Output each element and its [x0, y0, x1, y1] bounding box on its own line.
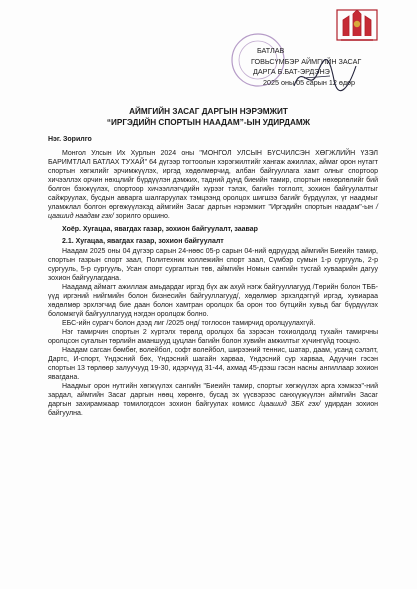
title-line-1: АЙМГИЙН ЗАСАГ ДАРГЫН НЭРЭМЖИТ	[129, 107, 288, 116]
document-body	[48, 136, 378, 419]
approval-official: ДАРГА Б.БАТ-ЭРДЭНЭ	[253, 67, 330, 76]
section-2-paragraph-2: Наадамд аймагт ажиллаж амьдардаг иргэд бүх аж ахуй нэгж байгууллагууд /Төрийн болон ТББ-үүд иргэний нийгмийн болон бизнесийн байгууллагууд/, хөдөлмөр эрхэлдэггүй иргэд, хувиараа хөдөлмөр эрхлэгчид бие даан болон хамтран оролцох ба орон тоо бүтцийн хувьд баг бүрдүүлэх боломжгүй байгууллагууд нэгдэн оролцож болно.	[48, 284, 378, 319]
section-2-p6-italic: /цаашид ЗБК гэх/	[259, 400, 321, 408]
section-2-paragraph-5: Наадам сагсан бөмбөг, волейбол, софт волейбол, ширээний теннис, шатар, даам, усанд сэлэлт, Дартс, И-спорт, Үндэсний бөх, Үндэсний шагайн харваа, Үндэсний сур харваа, Адуучин гэсэн спортын 13 төрлөөр залуучууд 19-30, идэрчүүд 31-44, ахмад 45-дээш гэсэн насны ангиллаар зохион явагдана.	[48, 346, 378, 381]
section-2-paragraph-4: Нэг тамирчин спортын 2 хүртэлх төрөлд оролцох ба зэрэсэн тохиолдолд тухайн тамирчны оролцсон сугалын төрлийн аманшууд цуцлан багийн болон хувийн амжилтыг хүчингүйд тооцно.	[48, 329, 378, 346]
section-1-paragraph	[48, 150, 378, 222]
approval-date: 2025 оны 05 сарын 12 өдөр	[263, 77, 356, 87]
handwritten-signature	[290, 56, 360, 96]
document-title	[0, 107, 417, 128]
state-emblem-icon	[335, 6, 379, 44]
section-1-text-end: зорилго оршино.	[115, 212, 170, 220]
section-2-heading: Хоёр. Хугацаа, явагдах газар, зохион байгуулалт, заавар	[62, 225, 258, 233]
section-1-italic: /цаашид наадам гэх/	[48, 203, 378, 220]
section-1-heading: Нэг. Зорилго	[48, 136, 92, 143]
section-2-paragraph-1: Наадам 2025 оны 04 дүгээр сарын 24-нөөс 05-р сарын 04-ний өдрүүдэд аймгийн Биеийн тамир, спортын газрын спорт заал, Политехник коллежийн спорт заал, Сүмбэр сумын 1-р сургууль, 2-р сургууль, 5-р сургууль, Усан спорт сургалтын төв, аймгийн Номын сангийн тусгай хуваарийн дагуу зохион байгуулагдана.	[48, 248, 378, 283]
title-line-2: “ИРГЭДИЙН СПОРТЫН НААДАМ”-ЫН УДИРДАМЖ	[106, 117, 311, 127]
section-2-p6-text: Наадмыг орон нутгийн хөгжүүлэх сангийн "Биеийн тамир, спортыг хөгжүүлэх арга хэмжээ"-ний зардал, аймгийн Засаг даргын нөөц хөрөнгө, бусад эх үүсвэрээс санхүүжүүлэн аймгийн Засаг даргын захирамжаар томилогдсон зохион байгуулах комисс	[48, 382, 378, 408]
approval-label: БАТЛАВ	[257, 46, 285, 55]
approval-org: ГОВЬСҮМБЭР АЙМГИЙН ЗАСАГ	[251, 56, 362, 66]
section-2-1-heading: 2.1. Хугацаа, явагдах газар, зохион байгуулалт	[62, 237, 224, 245]
section-1-text: Монгол Улсын Их Хурлын 2024 оны "МОНГОЛ УЛСЫН БҮСЧИЛСЭН ХӨГЖЛИЙН ҮЗЭЛ БАРИМТЛАЛ БАТЛАХ ТУХАЙ" 64 дүгээр тогтоолын хэрэгжилтийг хангаж ажиллах, аймаг орон нутагт спортын хөгжлийг эрчимжүүлэх, иргэд хөдөлмөрчид, албан байгууллага хамт олныг спортоор хичээллэх орчин нөхцлийг бүрдүүлэн дэмжих, тадний дунд биеийн тамир, спортын нөхөрлөлийг бий болгон бэхжүүлэх, спортоор хичээллэгчдийн хүрээг тэлэх, багийн тоглолт, зохион байгуулалтыг сайжруулах, бусдын авварга шалгаруулах тэмцээнд оролцох шигшээ багийг бүрдүүлэх, үг наадмыг уламжлал болгон өргөжүүлэхэд аймгийн Засаг даргын нэрэмжит "Иргэдийн спортын наадам"-ын	[48, 149, 378, 211]
section-2-p6-end: удирдан зохион байгуулна.	[48, 400, 378, 417]
section-2-paragraph-6	[48, 383, 378, 419]
section-2-paragraph-3: ЕБС-ийн сурагч болон дээд лиг /2025 онд/ тоглосон тамирчид оролцуулахгүй.	[62, 320, 316, 328]
